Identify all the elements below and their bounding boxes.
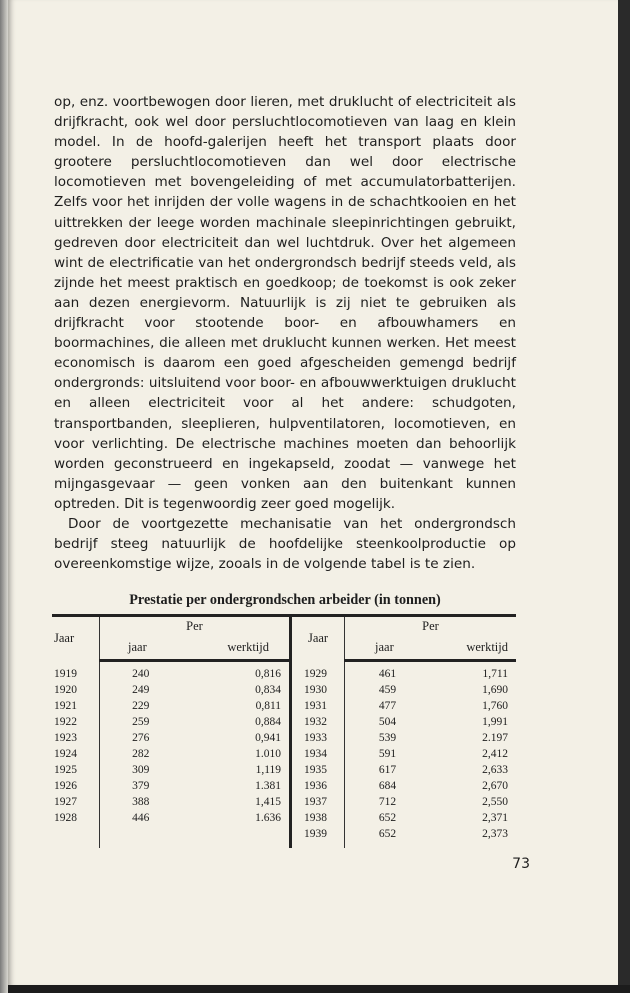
table-body [52,661,516,849]
jaar-cell: 461 [378,668,397,680]
header-per-right: Per [345,616,516,636]
werktijd-cell: 1,991 [482,716,508,728]
header-jaar-left: Jaar [52,616,100,661]
table-row [52,746,516,762]
jaar-cell: 229 [132,700,150,712]
jaar-cell: 539 [378,732,397,744]
year-cell: 1930 [291,682,345,698]
header-sub-werktijd-right: werktijd [430,635,516,661]
jaar-cell: 617 [378,764,397,776]
werktijd-cell: 2,373 [482,828,508,840]
jaar-cell: 388 [132,796,150,808]
werktijd-cell [181,826,290,842]
jaar-cell: 240 [132,668,150,680]
year-cell: 1923 [52,730,100,746]
year-cell: 1937 [291,794,345,810]
year-cell: 1927 [52,794,100,810]
werktijd-cell: 1,711 [482,668,508,680]
jaar-cell: 459 [378,684,397,696]
jaar-cell: 379 [132,780,150,792]
year-cell: 1920 [52,682,100,698]
jaar-cell: 259 [132,716,150,728]
werktijd-cell: 0,834 [181,682,290,698]
header-sub-werktijd-left: werktijd [181,635,290,661]
werktijd-cell: 1.636 [181,810,290,826]
werktijd-cell: 2,633 [482,764,508,776]
werktijd-cell: 1,760 [482,700,508,712]
werktijd-cell: 1,415 [181,794,290,810]
table-row [52,730,516,746]
jaar-cell: 249 [132,684,150,696]
page-number: 73 [512,856,530,872]
werktijd-cell: 2.197 [482,732,508,744]
jaar-cell: 477 [378,700,397,712]
year-cell: 1931 [291,698,345,714]
table-row [52,826,516,842]
year-cell: 1928 [52,810,100,826]
year-cell: 1921 [52,698,100,714]
paragraph-1: op, enz. voortbewogen door lieren, met druklucht of electriciteit als drijfkracht, ook wel door persluchtlocomotieven van laag en klein model. In de hoofd-galerijen heeft het transport plaats door grootere persluchtlocomotieven dan wel door electrische locomotieven met bovengeleiding of met accumulatorbatterijen. Zelfs voor het inrijden der volle wagens in de schachtkooien en het uittrekken der leege worden machinale sleepinrichtingen gebruikt, gedreven door electriciteit dan wel luchtdruk. Over het algemeen wint de electrificatie van het ondergrondsch bedrijf steeds veld, als zijnde het meest praktisch en goedkoop; de toekomst is ook zeker aan dezen energievorm. Natuurlijk is zij niet te gebruiken als drijfkracht voor stootende boor- en afbouwhamers en boormachines, die alleen met druklucht kunnen werken. Het meest economisch is daarom een goed afgescheiden gemengd bedrijf ondergronds: uitsluitend voor boor- en afbouwwerktuigen druklucht en alleen electriciteit voor al het andere: schudgoten, transportbanden, sleeplieren, hulpventilatoren, locomotieven, en voor verlichting. De electrische machines moeten dan behoorlijk worden geconstrueerd en ingekapseld, zoodat — vanwege het mijngasgevaar — geen vonken aan den buitenkant kunnen optreden. Dit is tegenwoordig zeer goed mogelijk. [54,94,516,512]
year-cell: 1925 [52,762,100,778]
jaar-cell: 591 [378,748,397,760]
werktijd-cell: 1.010 [181,746,290,762]
table-row [52,778,516,794]
jaar-cell: 712 [378,796,397,808]
page-bottom-edge [8,985,630,993]
year-cell: 1935 [291,762,345,778]
table-row [52,810,516,826]
table-title: Prestatie per ondergrondschen arbeider (in tonnen) [129,592,441,608]
header-per-left: Per [100,616,291,636]
jaar-cell: 684 [378,780,397,792]
werktijd-cell: 0,816 [181,666,290,682]
jaar-cell: 276 [132,732,150,744]
werktijd-cell: 0,884 [181,714,290,730]
table-row [52,666,516,682]
werktijd-cell: 2,412 [482,748,508,760]
year-cell: 1933 [291,730,345,746]
header-jaar-right: Jaar [291,616,345,661]
year-cell: 1926 [52,778,100,794]
table-row [52,714,516,730]
werktijd-cell: 0,811 [181,698,290,714]
table-row [52,698,516,714]
werktijd-cell: 1,690 [482,684,508,696]
werktijd-cell: 2,670 [482,780,508,792]
jaar-cell: 309 [132,764,150,776]
year-cell: 1934 [291,746,345,762]
page-right-edge [618,0,630,993]
year-cell: 1924 [52,746,100,762]
werktijd-cell: 0,941 [181,730,290,746]
header-sub-jaar-right: jaar [345,635,430,661]
jaar-cell: 652 [378,812,397,824]
year-cell: 1938 [291,810,345,826]
year-cell: 1932 [291,714,345,730]
jaar-cell: 282 [132,748,150,760]
year-cell: 1919 [52,666,100,682]
production-table [52,614,516,848]
jaar-cell: 446 [132,812,150,824]
werktijd-cell: 1,119 [181,762,290,778]
werktijd-cell: 1.381 [181,778,290,794]
table-row [52,762,516,778]
header-sub-jaar-left: jaar [100,635,182,661]
book-spine-shadow [0,0,8,993]
body-text [54,92,516,574]
jaar-cell [100,826,182,842]
werktijd-cell: 2,550 [482,796,508,808]
year-cell: 1929 [291,666,345,682]
year-cell: 1922 [52,714,100,730]
year-cell [52,826,100,842]
table-row [52,794,516,810]
year-cell: 1939 [291,826,345,842]
jaar-cell: 504 [378,716,397,728]
jaar-cell: 652 [378,828,397,840]
table-row [52,682,516,698]
paragraph-2: Door de voortgezette mechanisatie van het ondergrondsch bedrijf steeg natuurlijk de hoofdelijke steenkoolproductie op overeenkomstige wijze, zooals in de volgende tabel is te zien. [54,515,516,573]
werktijd-cell: 2,371 [482,812,508,824]
year-cell: 1936 [291,778,345,794]
